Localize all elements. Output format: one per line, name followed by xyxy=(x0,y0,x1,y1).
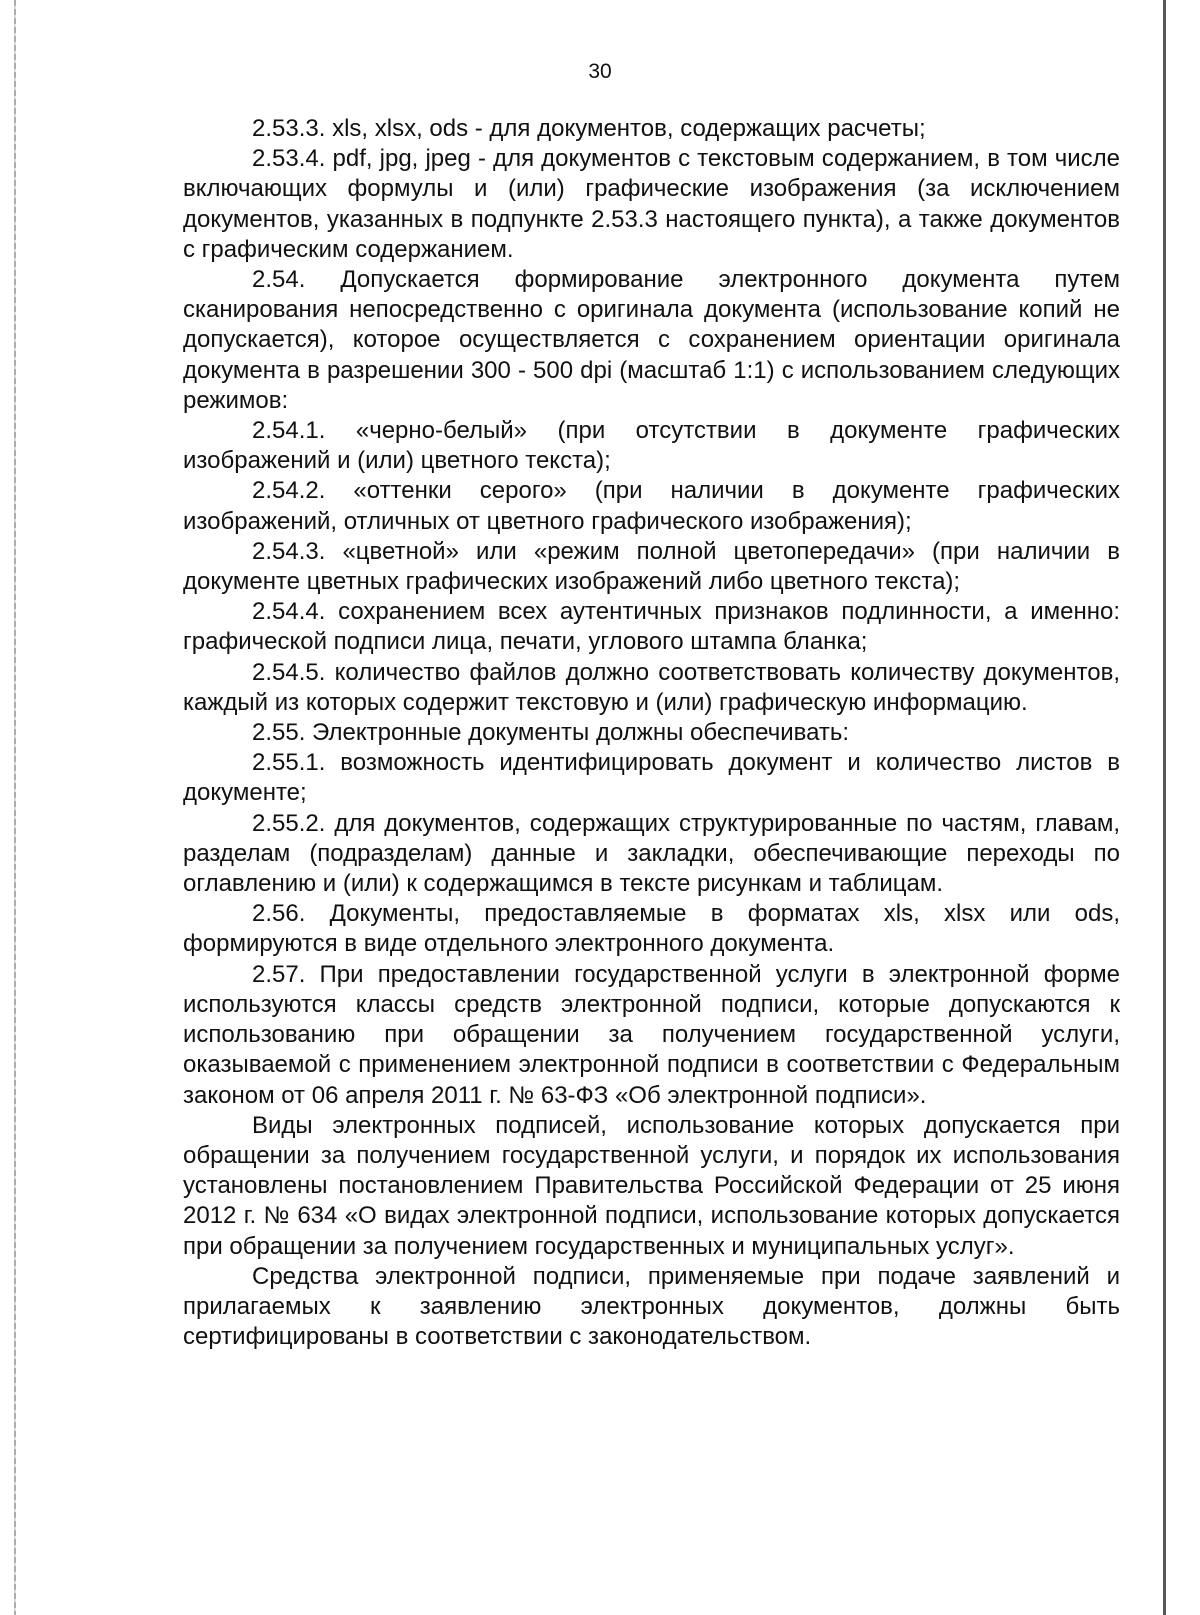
paragraph-signature-tools: Средства электронной подписи, применяемые при подаче заявлений и прилагаемых к заявлению электронных документов, должны быть сертифицированы в соответствии с законодательством. xyxy=(183,1262,1120,1351)
paragraph-2-54-1: 2.54.1. «черно-белый» (при отсутствии в документе графических изображений и (или) цветного текста); xyxy=(183,417,1120,475)
paragraph-2-54-4: 2.54.4. сохранением всех аутентичных признаков подлинности, а именно: графической подписи лица, печати, углового штампа бланка; xyxy=(183,598,1120,656)
scan-edge-left xyxy=(14,0,16,1615)
page-number xyxy=(0,60,1200,84)
paragraph-2-53-3: 2.53.3. xls, xlsx, ods - для документов, содержащих расчеты; xyxy=(252,115,926,142)
page-number-text: 30 xyxy=(588,60,612,83)
paragraph-2-54: 2.54. Допускается формирование электронного документа путем сканирования непосредственно с оригинала документа (использование копий не допускается), которое осуществляется с сохранением ориентации оригинала документа в разрешении 300 - 500 dpi (масштаб 1:1) с использованием следующих режимов: xyxy=(183,266,1120,414)
scan-edge-right xyxy=(1163,0,1166,1615)
paragraph-2-55-1: 2.55.1. возможность идентифицировать документ и количество листов в документе; xyxy=(183,749,1120,807)
paragraph-2-53-4: 2.53.4. pdf, jpg, jpeg - для документов с текстовым содержанием, в том числе включающих формулы и (или) графические изображения (за исключением документов, указанных в подпункте 2.53.3 настоящего пункта), а также документов с графическим содержанием. xyxy=(183,145,1120,263)
paragraph-2-54-2: 2.54.2. «оттенки серого» (при наличии в документе графических изображений, отличных от цветного графического изображения); xyxy=(183,477,1120,535)
paragraph-2-55-2: 2.55.2. для документов, содержащих структурированные по частям, главам, разделам (подразделам) данные и закладки, обеспечивающие переходы по оглавлению и (или) к содержащимся в тексте рисункам и таблицам. xyxy=(183,809,1120,898)
paragraph-2-57: 2.57. При предоставлении государственной услуги в электронной форме используются классы средств электронной подписи, которые допускаются к использованию при обращении за получением государственной услуги, оказываемой с применением электронной подписи в соответствии с Федеральным законом от 06 апреля 2011 г. № 63-ФЗ «Об электронной подписи». xyxy=(183,960,1120,1109)
paragraph-signature-types: Виды электронных подписей, использование которых допускается при обращении за получением государственной услуги, и порядок их использования установлены постановлением Правительства Российской Федерации от 25 июня 2012 г. № 634 «О видах электронной подписи, использование которых допускается при обращении за получением государственных и муниципальных услуг». xyxy=(183,1111,1120,1260)
paragraph-2-56: 2.56. Документы, предоставляемые в форматах xls, xlsx или ods, формируются в виде отдельного электронного документа. xyxy=(183,900,1120,958)
document-body xyxy=(183,114,1120,1352)
paragraph-2-54-3: 2.54.3. «цветной» или «режим полной цветопередачи» (при наличии в документе цветных графических изображений либо цветного текста); xyxy=(183,537,1120,596)
paragraph-2-55: 2.55. Электронные документы должны обеспечивать: xyxy=(252,719,850,747)
paragraph-2-54-5: 2.54.5. количество файлов должно соответствовать количеству документов, каждый из которых содержит текстовую и (или) графическую информацию. xyxy=(183,658,1120,716)
